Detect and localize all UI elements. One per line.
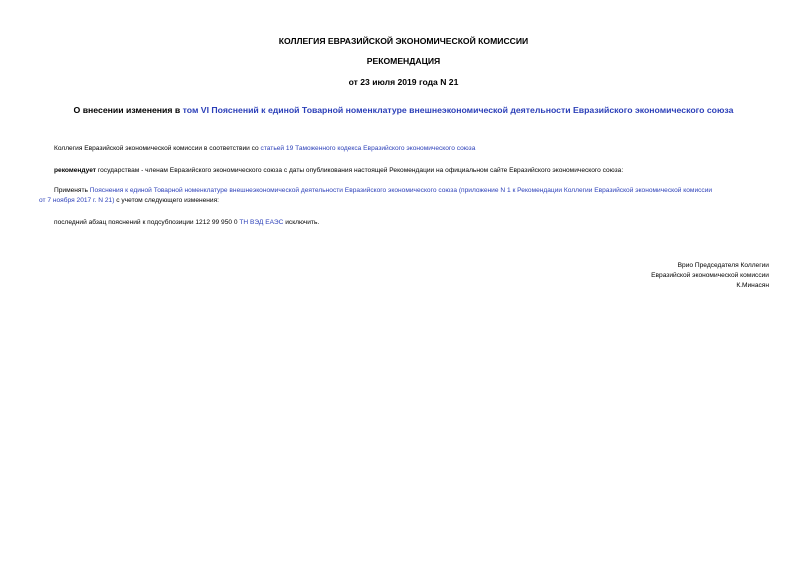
p2-text: государствам - членам Евразийского экономического союза с даты опубликования настоящей Рекомендации на официальном сайте Евразийского экономического союза:: [96, 167, 624, 174]
document-subject: [0, 104, 807, 116]
p3-text1: Применять: [54, 187, 90, 194]
recommendation-link[interactable]: от 7 ноября 2017 г. N 21): [39, 197, 115, 204]
subject-link[interactable]: том VI Пояснений к единой Товарной номенклатуре внешнеэкономической деятельности Евразийского экономического союза: [182, 105, 734, 115]
paragraph-2: [39, 166, 775, 176]
signature-line-2: Евразийской экономической комиссии: [651, 272, 769, 279]
tnved-link[interactable]: ТН ВЭД ЕАЭС: [239, 219, 284, 226]
p4-text1: последний абзац пояснений к подсубпозиции 1212 99 950 0: [54, 219, 240, 226]
p4-text2: исключить.: [283, 219, 320, 226]
paragraph-3-line-2: [39, 196, 775, 206]
paragraph-3-line-1: [39, 186, 775, 196]
header-doc-type: РЕКОМЕНДАЦИЯ: [366, 56, 441, 66]
p2-bold: рекомендует: [54, 167, 97, 174]
signature-line-1: Врио Председателя Коллегии: [677, 262, 769, 269]
header-organization: КОЛЛЕГИЯ ЕВРАЗИЙСКОЙ ЭКОНОМИЧЕСКОЙ КОМИССИИ: [278, 36, 529, 46]
customs-code-link[interactable]: статьей 19 Таможенного кодекса Евразийского экономического союза: [260, 145, 476, 152]
p3-text2: с учетом следующего изменения:: [114, 197, 220, 204]
p1-text: Коллегия Евразийской экономической комиссии в соответствии со: [54, 145, 261, 152]
header-date-number: от 23 июля 2019 года N 21: [348, 77, 459, 87]
signature-name: К.Минасян: [736, 282, 769, 289]
paragraph-1: [39, 144, 775, 154]
paragraph-4: [39, 218, 775, 228]
explanations-link[interactable]: Пояснения к единой Товарной номенклатуре внешнеэкономической деятельности Евразийского экономического союза (приложение N 1 к Рекомендации Коллегии Евразийской экономической комиссии: [89, 187, 713, 194]
subject-prefix: О внесении изменения в: [73, 105, 183, 115]
